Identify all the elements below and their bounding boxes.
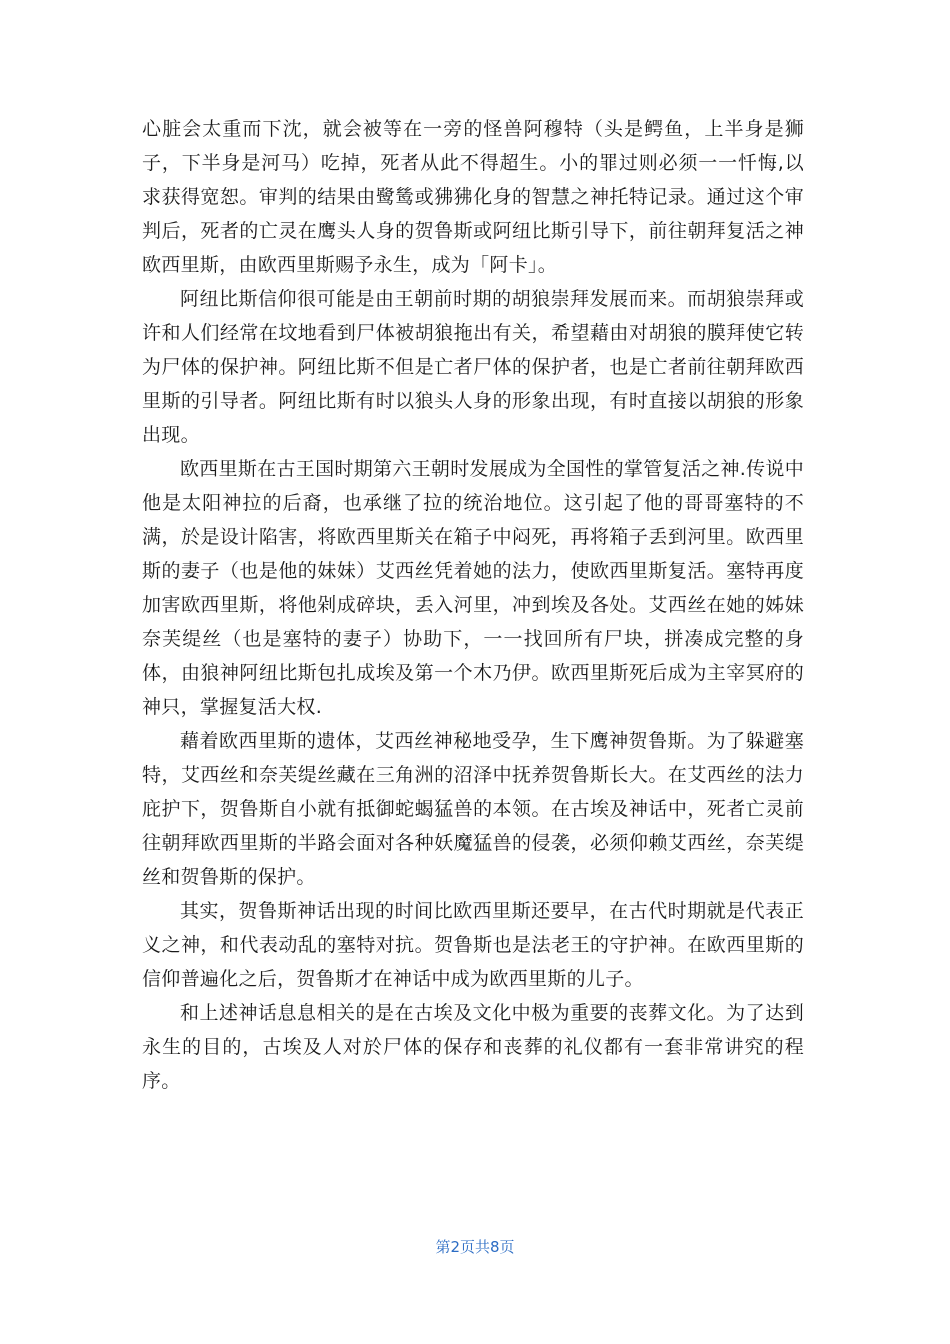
paragraph-horus-history: 其实，贺鲁斯神话出现的时间比欧西里斯还要早，在古代时期就是代表正义之神，和代表动乱的塞特对抗。贺鲁斯也是法老王的守护神。在欧西里斯的信仰普遍化之后，贺鲁斯才在神话中成为欧西里斯的儿子。 xyxy=(142,900,804,990)
paragraph-continued: 心脏会太重而下沈，就会被等在一旁的怪兽阿穆特（头是鳄鱼，上半身是狮子，下半身是河马）吃掉，死者从此不得超生。小的罪过则必须一一忏悔,以求获得宽恕。审判的结果由鹭鸶或狒狒化身的智慧之神托特记录。通过这个审判后，死者的亡灵在鹰头人身的贺鲁斯或阿纽比斯引导下，前往朝拜复活之神欧西里斯，由欧西里斯赐予永生，成为「阿卡」。 xyxy=(142,118,804,276)
document-body xyxy=(142,112,804,1098)
page-number: 第2页共8页 xyxy=(435,1238,515,1256)
paragraph-anubis-origin: 阿纽比斯信仰很可能是由王朝前时期的胡狼崇拜发展而来。而胡狼崇拜或许和人们经常在坟地看到尸体被胡狼拖出有关，希望藉由对胡狼的膜拜使它转为尸体的保护神。阿纽比斯不但是亡者尸体的保护者，也是亡者前往朝拜欧西里斯的引导者。阿纽比斯有时以狼头人身的形象出现，有时直接以胡狼的形象出现。 xyxy=(142,288,804,446)
paragraph-funeral-culture: 和上述神话息息相关的是在古埃及文化中极为重要的丧葬文化。为了达到永生的目的，古埃及人对於尸体的保存和丧葬的礼仪都有一套非常讲究的程序。 xyxy=(142,1002,804,1092)
paragraph-osiris-myth: 欧西里斯在古王国时期第六王朝时发展成为全国性的掌管复活之神.传说中他是太阳神拉的后裔，也承继了拉的统治地位。这引起了他的哥哥塞特的不满，於是设计陷害，将欧西里斯关在箱子中闷死，再将箱子丢到河里。欧西里斯的妻子（也是他的妹妹）艾西丝凭着她的法力，使欧西里斯复活。塞特再度加害欧西里斯，将他剁成碎块，丢入河里，冲到埃及各处。艾西丝在她的姊妹奈芙缇丝（也是塞特的妻子）协助下，一一找回所有尸块，拼凑成完整的身体，由狼神阿纽比斯包扎成埃及第一个木乃伊。欧西里斯死后成为主宰冥府的神只，掌握复活大权. xyxy=(142,458,804,718)
paragraph-horus-birth: 藉着欧西里斯的遗体，艾西丝神秘地受孕，生下鹰神贺鲁斯。为了躲避塞特，艾西丝和奈芙缇丝藏在三角洲的沼泽中抚养贺鲁斯长大。在艾西丝的法力庇护下，贺鲁斯自小就有抵御蛇蝎猛兽的本领。在古埃及神话中，死者亡灵前往朝拜欧西里斯的半路会面对各种妖魔猛兽的侵袭，必须仰赖艾西丝，奈芙缇丝和贺鲁斯的保护。 xyxy=(142,730,804,888)
